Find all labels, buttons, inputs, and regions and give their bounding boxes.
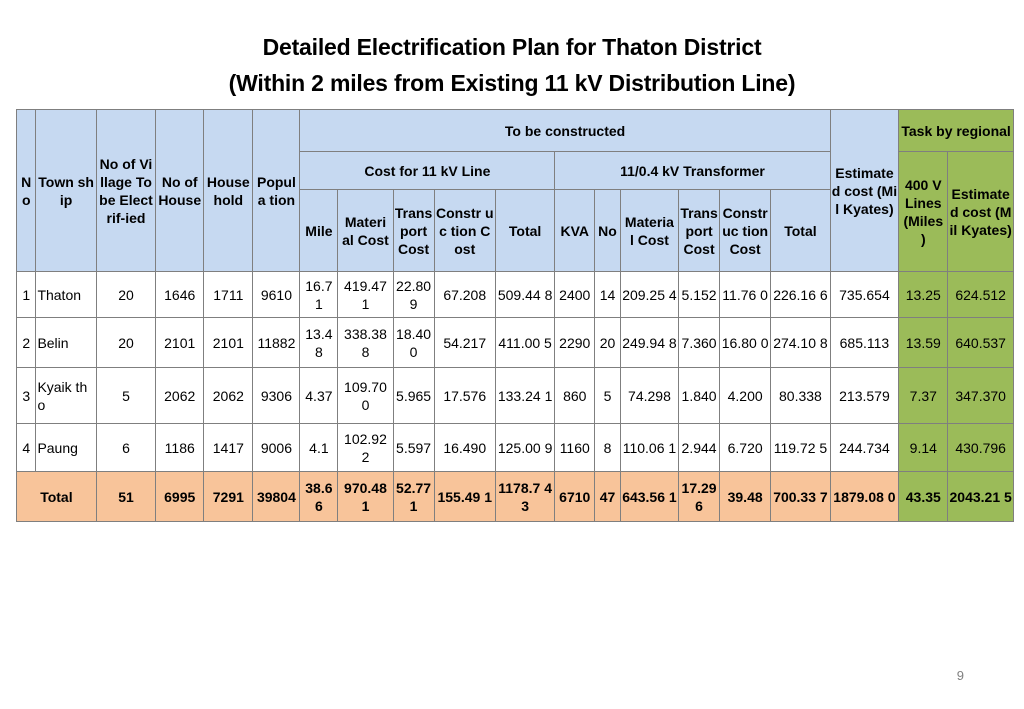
table-cell: 20 [96,318,155,368]
table-cell: 735.654 [830,272,899,318]
table-cell: 9610 [253,272,300,318]
table-cell: 249.94 8 [620,318,678,368]
table-cell: 430.796 [948,424,1014,472]
header-total: Total [495,190,554,272]
total-cell: 700.33 7 [771,472,830,522]
table-row [17,318,1014,368]
header-task-by-regional: Task by regional [899,110,1014,152]
table-cell: 133.24 1 [495,368,554,424]
table-cell: 1.840 [679,368,720,424]
table-cell: 13.4 8 [300,318,338,368]
header-to-be-constructed: To be constructed [300,110,830,152]
table-cell: 2101 [204,318,253,368]
header-no: No [17,110,36,272]
table-cell: 685.113 [830,318,899,368]
header-transformer-no: No [595,190,621,272]
table-cell: Thaton [36,272,96,318]
table-cell: 2 [17,318,36,368]
table-cell: 16.490 [434,424,495,472]
table-cell: 17.576 [434,368,495,424]
total-cell: 39.48 [720,472,771,522]
table-cell: 411.00 5 [495,318,554,368]
total-cell: 52.77 1 [393,472,434,522]
table-cell: 1417 [204,424,253,472]
total-cell: 6995 [156,472,204,522]
table-cell: 1 [17,272,36,318]
page-title: Detailed Electrification Plan for Thaton District [262,34,762,60]
table-cell: 3 [17,368,36,424]
header-kva: KVA [555,190,595,272]
header-cost-11kv-line: Cost for 11 kV Line [300,152,555,190]
table-cell: 509.44 8 [495,272,554,318]
table-cell: 347.370 [948,368,1014,424]
table-row [17,424,1014,472]
table-cell: 1186 [156,424,204,472]
total-cell: 47 [595,472,621,522]
total-cell: 38.6 6 [300,472,338,522]
table-cell: 2.944 [679,424,720,472]
table-cell: 2290 [555,318,595,368]
total-cell: 643.56 1 [620,472,678,522]
table-cell: 2062 [204,368,253,424]
table-cell: 860 [555,368,595,424]
table-cell: 7.360 [679,318,720,368]
table-cell: 640.537 [948,318,1014,368]
electrification-plan-table [16,109,1014,522]
table-cell: 9006 [253,424,300,472]
table-cell: 119.72 5 [771,424,830,472]
header-villages: No of Village To be Electrif-ied [96,110,155,272]
header-transformer: 11/0.4 kV Transformer [555,152,830,190]
table-cell: 13.59 [899,318,948,368]
table-cell: 5 [595,368,621,424]
header-estimated-cost: Estimate d cost (Mil Kyates) [830,110,899,272]
table-cell: 226.16 6 [771,272,830,318]
table-cell: 7.37 [899,368,948,424]
header-population: Popul a tion [253,110,300,272]
total-cell: 970.48 1 [338,472,393,522]
table-cell: 2400 [555,272,595,318]
table-cell: 11.76 0 [720,272,771,318]
table-cell: 20 [96,272,155,318]
header-regional-estimated-cost: Estimate d cost (Mil Kyates) [948,152,1014,272]
table-cell: 9306 [253,368,300,424]
header-transformer-construction-cost: Constr uc tion Cost [720,190,771,272]
table-row [17,272,1014,318]
table-cell: 5 [96,368,155,424]
table-cell: 4.200 [720,368,771,424]
header-transformer-total: Total [771,190,830,272]
total-cell: 43.35 [899,472,948,522]
header-transformer-material-cost: Materia l Cost [620,190,678,272]
header-transport-cost: Trans port Cost [393,190,434,272]
table-cell: 16.80 0 [720,318,771,368]
table-cell: 4 [17,424,36,472]
table-cell: 5.965 [393,368,434,424]
table-cell: 67.208 [434,272,495,318]
total-cell: 39804 [253,472,300,522]
table-cell: 8 [595,424,621,472]
table-cell: Belin [36,318,96,368]
table-cell: 244.734 [830,424,899,472]
total-cell: 6710 [555,472,595,522]
table-cell: 1711 [204,272,253,318]
total-cell: 51 [96,472,155,522]
header-transformer-transport-cost: Trans port Cost [679,190,720,272]
header-township: Town ship [36,110,96,272]
table-cell: 14 [595,272,621,318]
table-cell: 13.25 [899,272,948,318]
table-cell: 419.47 1 [338,272,393,318]
table-cell: 5.152 [679,272,720,318]
table-cell: 22.80 9 [393,272,434,318]
table-cell: 16.7 1 [300,272,338,318]
header-houses: No of House [156,110,204,272]
table-cell: 80.338 [771,368,830,424]
table-cell: 338.38 8 [338,318,393,368]
table-cell: 5.597 [393,424,434,472]
header-households: House hold [204,110,253,272]
page-number: 9 [956,668,964,683]
total-row [17,472,1014,522]
total-cell: 2043.21 5 [948,472,1014,522]
table-cell: 102.92 2 [338,424,393,472]
table-cell: 1160 [555,424,595,472]
total-cell: 7291 [204,472,253,522]
table-cell: 624.512 [948,272,1014,318]
table-cell: 11882 [253,318,300,368]
table-cell: 4.1 [300,424,338,472]
header-400v-lines: 400 V Lines (Miles ) [899,152,948,272]
header-mile: Mile [300,190,338,272]
table-cell: 213.579 [830,368,899,424]
table-cell: 20 [595,318,621,368]
header-material-cost: Materi al Cost [338,190,393,272]
table-cell: 9.14 [899,424,948,472]
table-cell: 110.06 1 [620,424,678,472]
table-cell: 6.720 [720,424,771,472]
table-cell: 125.00 9 [495,424,554,472]
table-row [17,368,1014,424]
table-cell: 109.70 0 [338,368,393,424]
total-cell: 155.49 1 [434,472,495,522]
table-cell: 2101 [156,318,204,368]
table-cell: 209.25 4 [620,272,678,318]
table-cell: 6 [96,424,155,472]
total-cell: 1879.08 0 [830,472,899,522]
table-cell: Kyaik tho [36,368,96,424]
table-cell: 274.10 8 [771,318,830,368]
page-subtitle: (Within 2 miles from Existing 11 kV Distribution Line) [228,70,796,96]
table-cell: 2062 [156,368,204,424]
total-cell: 1178.7 43 [495,472,554,522]
table-cell: Paung [36,424,96,472]
table-cell: 18.40 0 [393,318,434,368]
table-cell: 4.37 [300,368,338,424]
header-construction-cost: Constr uc tion Cost [434,190,495,272]
table-cell: 74.298 [620,368,678,424]
total-label: Total [17,472,97,522]
total-cell: 17.29 6 [679,472,720,522]
table-cell: 1646 [156,272,204,318]
table-cell: 54.217 [434,318,495,368]
